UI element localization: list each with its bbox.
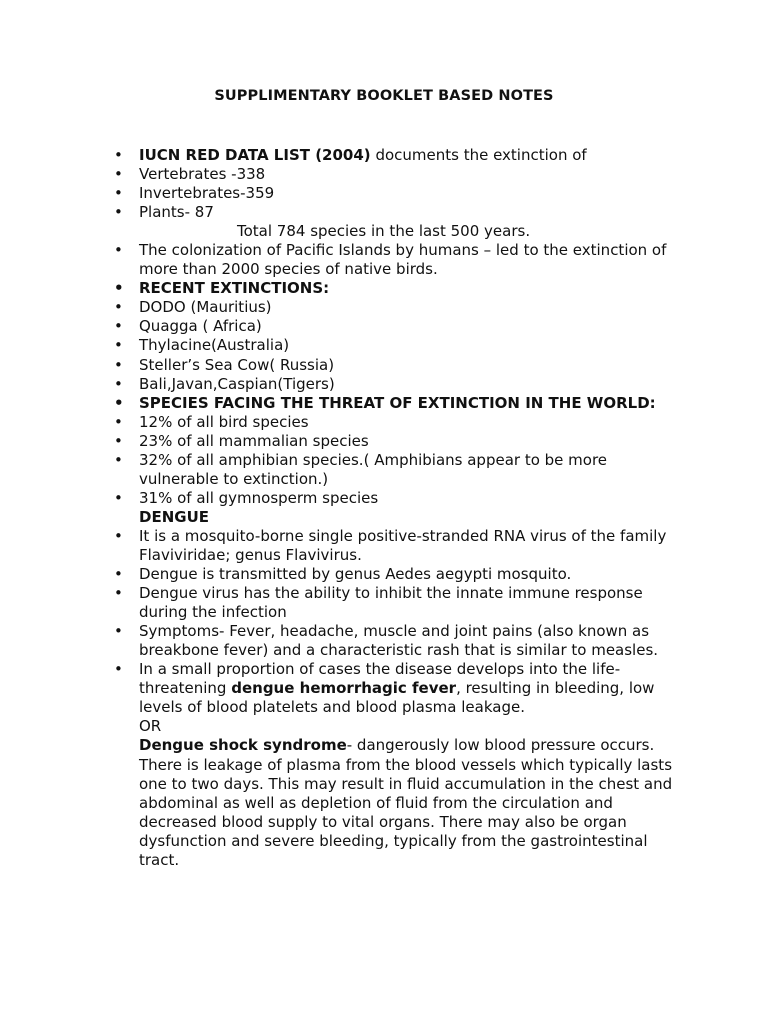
- list-item: • Quagga ( Africa): [114, 317, 684, 336]
- threat-heading: • SPECIES FACING THE THREAT OF EXTINCTION IN THE WORLD:: [114, 394, 684, 413]
- list-item: • Bali,Javan,Caspian(Tigers): [114, 375, 684, 394]
- list-item: • 32% of all amphibian species.( Amphibians appear to be more vulnerable to extinction.): [114, 451, 684, 489]
- notes-body: [114, 146, 684, 870]
- list-item: • It is a mosquito-borne single positive-stranded RNA virus of the family Flaviviridae; genus Flavivirus.: [114, 527, 684, 565]
- list-item: • Thylacine(Australia): [114, 336, 684, 355]
- list-item: • The colonization of Pacific Islands by humans – led to the extinction of more than 2000 species of native birds.: [114, 241, 684, 279]
- or-line: OR: [139, 717, 162, 736]
- dengue-heading: DENGUE: [139, 507, 209, 526]
- list-item: [114, 146, 684, 165]
- list-item: • 23% of all mammalian species: [114, 432, 684, 451]
- dss-term: Dengue shock syndrome: [139, 736, 347, 755]
- dhf-text-before: In a small proportion of cases the disease develops into the life-threatening: [139, 660, 621, 698]
- list-item: • Vertebrates -338: [114, 165, 684, 184]
- list-item: • Dengue virus has the ability to inhibit the innate immune response during the infection: [114, 584, 684, 622]
- dhf-text-after: , resulting in bleeding, low levels of blood platelets and blood plasma leakage.: [139, 679, 655, 717]
- dss-text: - dangerously low blood pressure occurs. There is leakage of plasma from the blood vessels which typically lasts one to two days. This may result in fluid accumulation in the chest and abdominal as well as depletion of fluid from the circulation and decreased blood supply to vital organs. There may also be organ dysfunction and severe bleeding, typically from the gastrointestinal tract.: [139, 736, 673, 869]
- list-item: • Invertebrates-359: [114, 184, 684, 203]
- recent-extinctions-heading: • RECENT EXTINCTIONS:: [114, 279, 684, 298]
- iucn-text: documents the extinction of: [370, 146, 587, 164]
- total-line: Total 784 species in the last 500 years.: [237, 222, 531, 241]
- dss-paragraph: [114, 736, 684, 869]
- dhf-term: dengue hemorrhagic fever: [231, 679, 457, 698]
- list-item: • Dengue is transmitted by genus Aedes aegypti mosquito.: [114, 565, 684, 584]
- list-item: • DODO (Mauritius): [114, 298, 684, 317]
- list-item: • 31% of all gymnosperm species: [114, 489, 684, 508]
- page-title: SUPPLIMENTARY BOOKLET BASED NOTES: [214, 88, 554, 104]
- list-item: • Symptoms- Fever, headache, muscle and joint pains (also known as breakbone fever) and a characteristic rash that is similar to measles.: [114, 622, 684, 660]
- list-item: • Plants- 87: [114, 203, 684, 222]
- list-item: • 12% of all bird species: [114, 413, 684, 432]
- list-item: • Steller’s Sea Cow( Russia): [114, 356, 684, 375]
- iucn-heading: IUCN RED DATA LIST (2004): [139, 146, 371, 164]
- list-item: [114, 660, 684, 717]
